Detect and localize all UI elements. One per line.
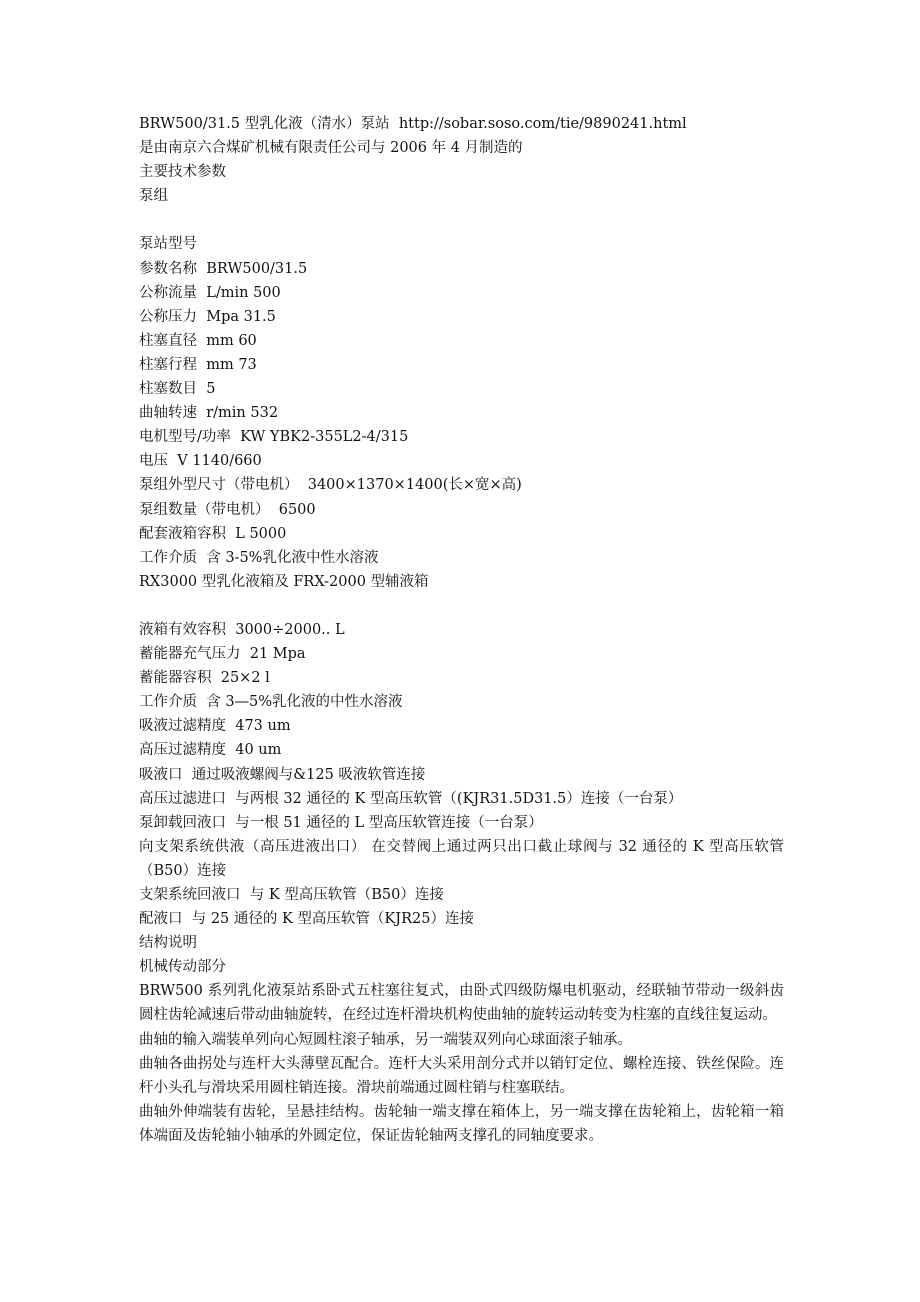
section-heading-main-params: 主要技术参数 — [139, 164, 226, 181]
param-line: 参数名称 BRW500/31.5 — [139, 260, 308, 277]
param-line: 液箱有效容积 3000÷2000.. L — [139, 621, 345, 638]
section-heading-pump-group: 泵组 — [139, 188, 168, 205]
param-line: 支架系统回液口 与 K 型高压软管（B50）连接 — [139, 887, 444, 903]
param-line: 公称流量 L/min 500 — [139, 284, 281, 301]
param-line: 公称压力 Mpa 31.5 — [139, 308, 276, 325]
param-line: 泵卸载回液口 与一根 51 通径的 L 型高压软管连接（一台泵） — [139, 814, 543, 831]
param-line: 配套液箱容积 L 5000 — [139, 525, 287, 542]
param-line: 蓄能器充气压力 21 Mpa — [139, 646, 306, 663]
param-line: 电机型号/功率 KW YBK2-355L2-4/315 — [139, 429, 409, 446]
param-line: 吸液过滤精度 473 um — [139, 718, 291, 735]
blank-line — [139, 208, 784, 232]
param-line: 柱塞行程 mm 73 — [139, 356, 257, 373]
param-line: 吸液口 通过吸液螺阀与&125 吸液软管连接 — [139, 766, 426, 783]
param-line: 配液口 与 25 通径的 K 型高压软管（KJR25）连接 — [139, 911, 474, 928]
description-paragraph: 曲轴各曲拐处与连杆大头薄壁瓦配合。连杆大头采用剖分式并以销钉定位、螺栓连接、铁丝保险。连杆小头孔与滑块采用圆柱销连接。滑块前端通过圆柱销与柱塞联结。 — [139, 1055, 784, 1096]
section-heading-tank: RX3000 型乳化液箱及 FRX-2000 型辅液箱 — [139, 573, 429, 590]
description-paragraph: 曲轴外伸端装有齿轮，呈悬挂结构。齿轮轴一端支撑在箱体上，另一端支撑在齿轮箱上，齿轮箱一箱体端面及齿轮轴小轴承的外圆定位，保证齿轮轴两支撑孔的同轴度要求。 — [139, 1103, 784, 1144]
description-paragraph: BRW500 系列乳化液泵站系卧式五柱塞往复式，由卧式四级防爆电机驱动，经联轴节带动一级斜齿圆柱齿轮减速后带动曲轴旋转，在经过连杆滑块机构使曲轴的旋转运动转变为柱塞的直线往复运动。 — [139, 983, 784, 1024]
param-line: 高压过滤进口 与两根 32 通径的 K 型高压软管（(KJR31.5D31.5）连接（一台泵） — [139, 790, 683, 807]
param-line: 泵站型号 — [139, 236, 197, 253]
param-line: 蓄能器容积 25×2 l — [139, 670, 270, 687]
title-line: BRW500/31.5 型乳化液（清水）泵站 http://sobar.soso.com/tie/9890241.html — [139, 116, 687, 132]
section-heading-structure: 结构说明 — [139, 935, 197, 952]
param-line: 电压 V 1140/660 — [139, 453, 262, 470]
param-line: 曲轴转速 r/min 532 — [139, 405, 279, 422]
param-line: 工作介质 含 3-5%乳化液中性水溶液 — [139, 549, 379, 566]
description-paragraph: 曲轴的输入端装单列向心短圆柱滚子轴承，另一端装双列向心球面滚子轴承。 — [139, 1031, 632, 1048]
manufacturer-line: 是由南京六合煤矿机械有限责任公司与 2006 年 4 月制造的 — [139, 140, 523, 157]
param-line: 泵组外型尺寸（带电机） 3400×1370×1400(长×宽×高) — [139, 477, 522, 494]
param-line: 柱塞直径 mm 60 — [139, 332, 257, 349]
section-heading-mechanical: 机械传动部分 — [139, 959, 226, 976]
document-body — [139, 112, 784, 1148]
param-line: 泵组数量（带电机） 6500 — [139, 501, 316, 518]
supply-paragraph: 向支架系统供液（高压进液出口） 在交替阀上通过两只出口截止球阀与 32 通径的 K 型高压软管（B50）连接 — [139, 838, 784, 879]
param-line: 高压过滤精度 40 um — [139, 742, 282, 759]
blank-line — [139, 594, 784, 618]
param-line: 柱塞数目 5 — [139, 381, 216, 398]
param-line: 工作介质 含 3—5%乳化液的中性水溶液 — [139, 694, 403, 711]
